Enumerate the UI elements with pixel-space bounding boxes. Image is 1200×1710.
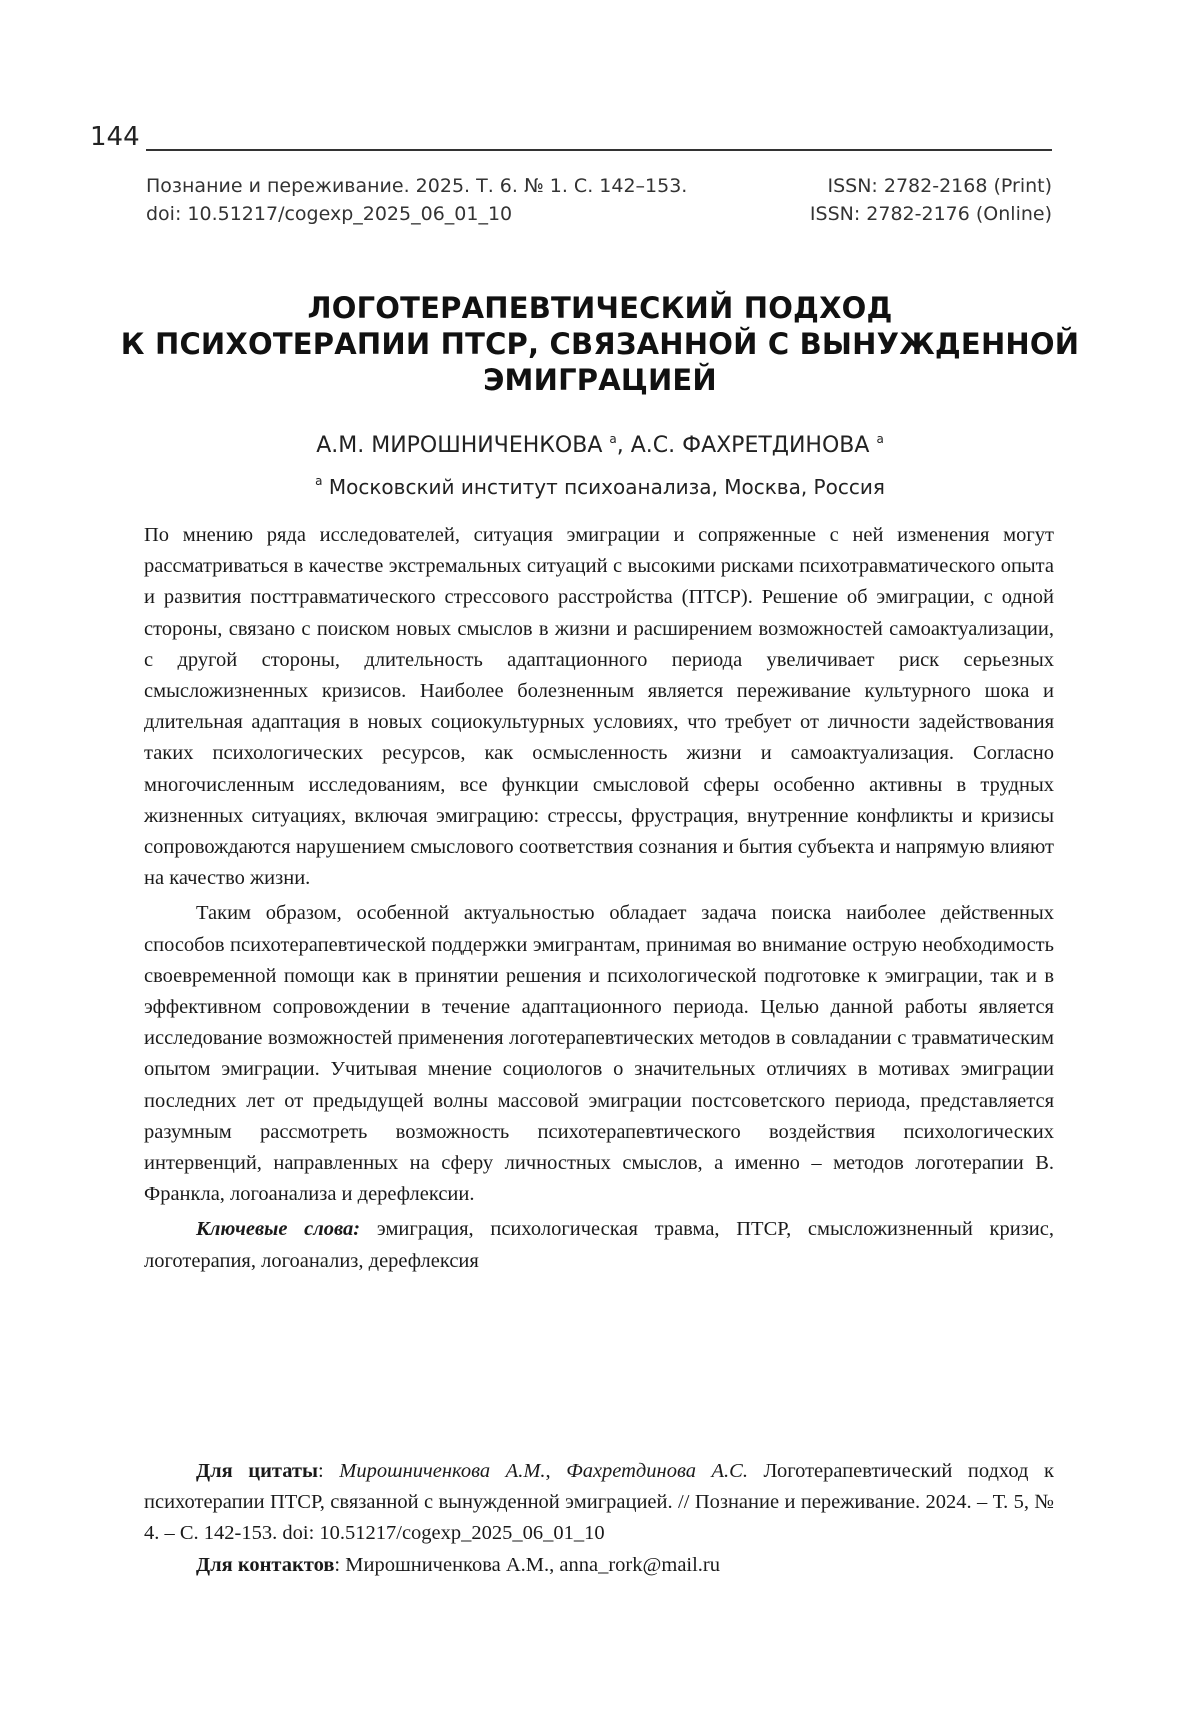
contacts [144,1550,1054,1581]
author-2: А.С. ФАХРЕТДИНОВА [630,433,870,458]
keywords-label: Ключевые слова: [196,1218,361,1241]
citation-label: Для цитаты [196,1460,318,1482]
issn-print: ISSN: 2782-2168 (Print) [827,175,1052,197]
journal-info [146,172,687,228]
citation-comma: , [545,1460,567,1482]
author-1: А.М. МИРОШНИЧЕНКОВА [316,433,603,458]
doi-line: doi: 10.51217/cogexp_2025_06_01_10 [146,203,513,225]
citation-text: Логотерапевтический подход к психотерапии ПТСР, связанной с вынужденной эмиграцией. // Познание и переживание. 2024. – Т. 5, № 4. – С. 142-153. doi: 10.51217/cogexp_2025_06_01_10 [144,1460,1054,1545]
citation-block [144,1456,1054,1581]
affiliation-text: Московский институт психоанализа, Москва, Россия [328,475,885,499]
affiliation [100,473,1100,501]
title-line-2: К ПСИХОТЕРАПИИ ПТСР, СВЯЗАННОЙ С ВЫНУЖДЕННОЙ [120,327,1080,361]
issn-info [810,172,1052,228]
contacts-label: Для контактов [196,1553,335,1576]
author-separator: , [616,433,631,458]
citation-colon: : [318,1460,340,1482]
affiliation-mark: а [609,432,617,446]
abstract [144,520,1054,1277]
contacts-text: Мирошниченкова А.М., anna_rork@mail.ru [345,1553,721,1576]
title-line-3: ЭМИГРАЦИЕЙ [483,363,717,397]
authors [100,431,1100,461]
page-number: 144 [90,122,140,152]
affiliation-mark: а [315,474,323,488]
keywords-text: эмиграция, психологическая травма, ПТСР, смысложизненный кризис, логотерапия, логоанализ, дерефлексия [144,1218,1054,1272]
journal-citation-line: Познание и переживание. 2025. Т. 6. № 1. С. 142–153. [146,175,688,197]
title-line-1: ЛОГОТЕРАПЕВТИЧЕСКИЙ ПОДХОД [307,291,893,325]
abstract-paragraph-1: По мнению ряда исследователей, ситуация эмиграции и сопряженные с ней изменения могут рассматриваться в качестве экстремальных ситуаций с высокими рисками психотравматического опыта и развития посттравматического стрессового расстройства (ПТСР). Решение об эмиграции, с одной стороны, связано с поиском новых смыслов в жизни и расширением возможностей самоактуализации, с другой стороны, длительность адаптационного периода увеличивает риск серьезных смысложизненных кризисов. Наиболее болезненным является переживание культурного шока и длительная адаптация в новых социокультурных условиях, что требует от личности задействования таких психологических ресурсов, как осмысленность жизни и самоактуализация. Согласно многочисленным исследованиям, все функции смысловой сферы особенно активны в трудных жизненных ситуациях, включая эмиграцию: стрессы, фрустрация, внутренние конфликты и кризисы сопровождаются нарушением смыслового соответствия сознания и бытия субъекта и напрямую влияют на качество жизни. [144,524,1054,890]
issn-online: ISSN: 2782-2176 (Online) [809,203,1052,225]
contacts-colon: : [334,1553,346,1576]
citation [144,1456,1054,1550]
citation-author-2: Фахретдинова А.С. [566,1460,748,1482]
article-title [100,290,1100,398]
keywords [144,1214,1054,1276]
header-rule [146,149,1052,151]
abstract-paragraph-2: Таким образом, особенной актуальностью обладает задача поиска наиболее действенных способов психотерапевтической поддержки эмигрантам, принимая во внимание острую необходимость своевременной помощи как в принятии решения и психологической подготовке к эмиграции, так и в эффективном сопровождении в течение адаптационного периода. Целью данной работы является исследование возможностей применения логотерапевтических методов в совладании с травматическим опытом эмиграции. Учитывая мнение социологов о значительных отличиях в мотивах эмиграции последних лет от предыдущей волны массовой эмиграции постсоветского периода, представляется разумным рассмотреть возможность психотерапевтического воздействия психологических интервенций, направленных на сферу личностных смыслов, а именно – методов логотерапии В. Франкла, логоанализа и дерефлексии. [144,902,1054,1206]
citation-author-1: Мирошниченкова А.М. [339,1460,546,1482]
affiliation-mark: а [876,432,884,446]
